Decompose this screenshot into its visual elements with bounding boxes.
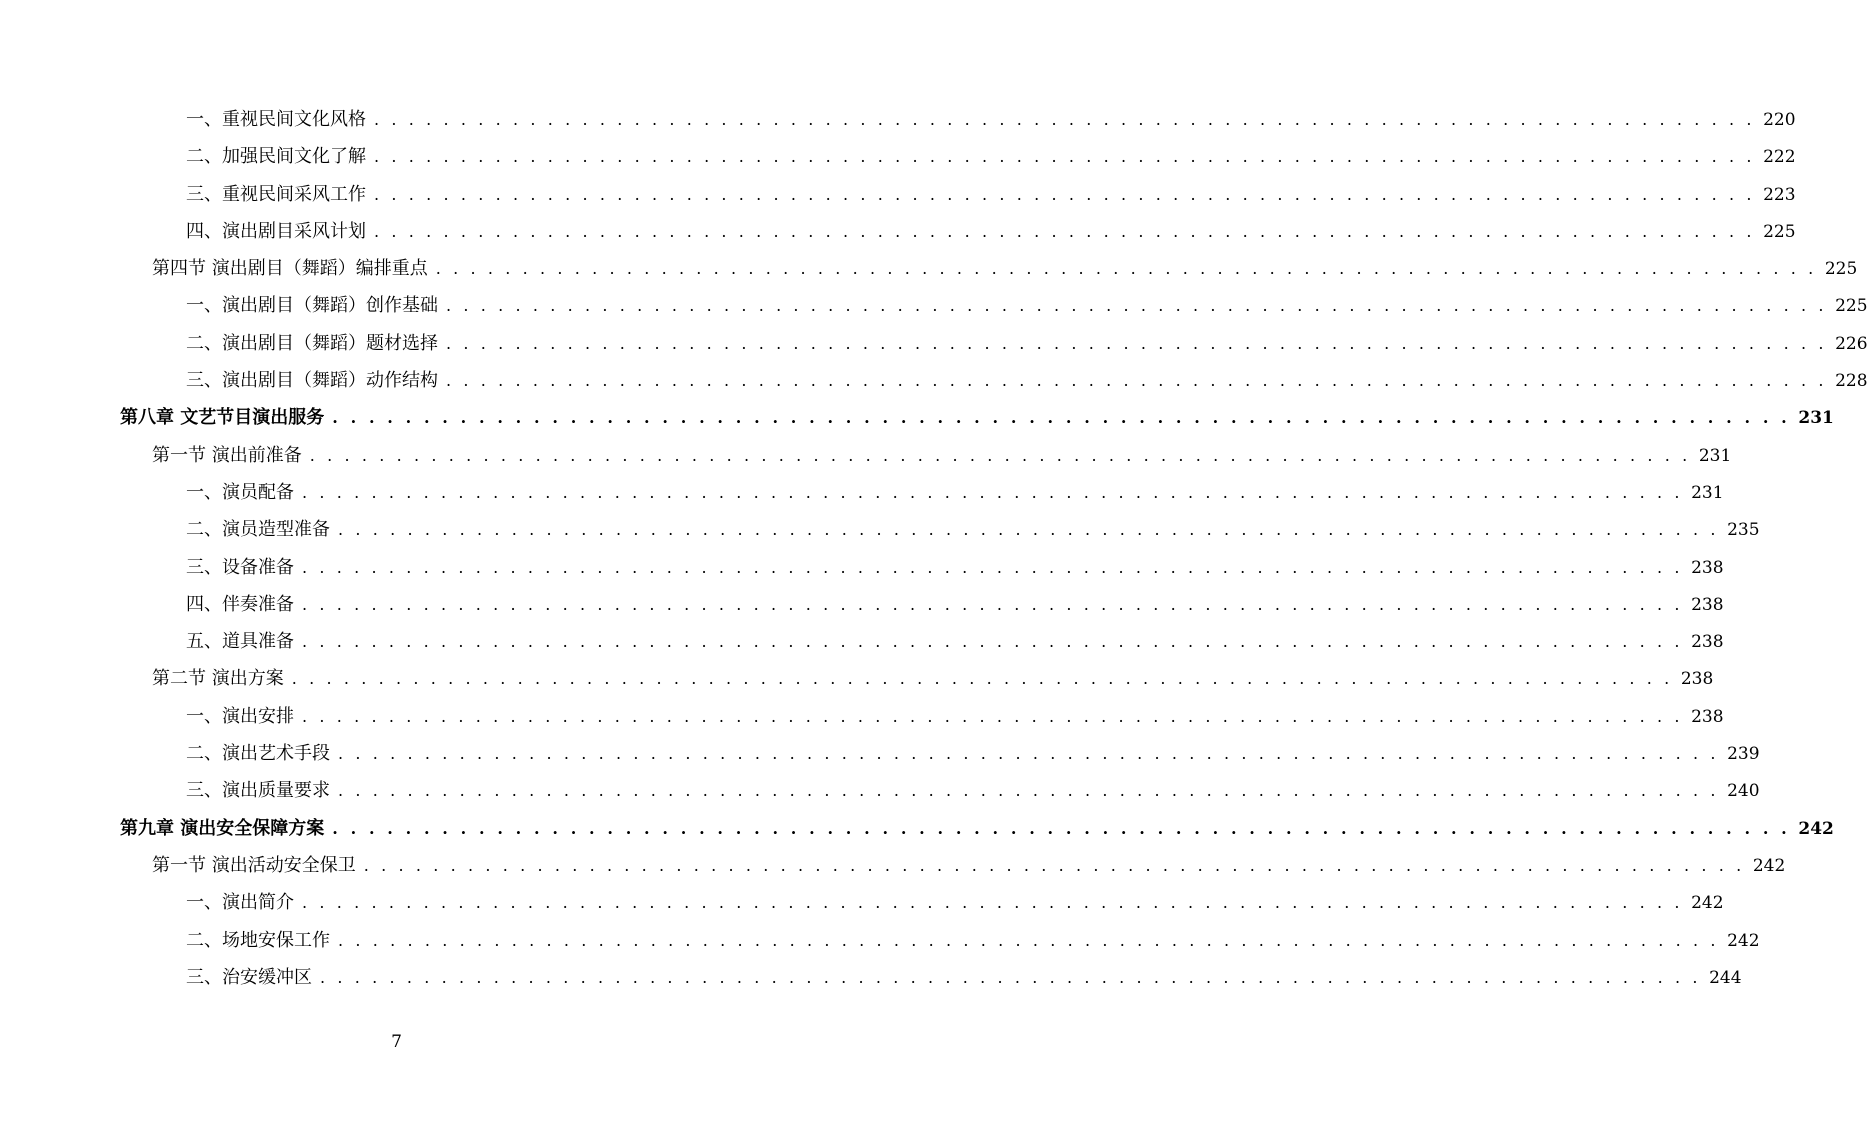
toc-section-entry [0,847,1786,884]
toc-subsection-entry [0,623,1724,660]
toc-entry-title: 一、重视民间文化风格 [186,109,366,130]
toc-entry-page: 225 [1763,221,1796,242]
toc-entry-title: 三、设备准备 [186,556,294,578]
toc-dot-leader: . . . . . . . . . . . . . . . . . . . . . . . . . . . . . . . . . . . . . . . . . . . . . . . . . . . . . . . . . . . . . . . . . . . . . . . . . . . . . . . . [332,408,1791,428]
toc-entry-page: 238 [1691,706,1724,727]
toc-section-entry [0,437,1732,474]
toc-dot-leader: . . . . . . . . . . . . . . . . . . . . . . . . . . . . . . . . . . . . . . . . . . . . . . . . . . . . . . . . . . . . . . . . . . . . . . . . . . . . . . . . [291,669,1673,689]
toc-entry-title: 第一节 演出活动安全保卫 [152,854,356,876]
toc-entry-page: 242 [1752,855,1786,876]
toc-entry-page: 225 [1835,296,1868,317]
toc-entry-page: 242 [1798,818,1834,839]
toc-entry-page: 231 [1698,445,1732,466]
toc-entry-title: 三、治安缓冲区 [186,966,312,988]
toc-section-entry [0,250,1858,287]
toc-entry-page: 228 [1835,371,1868,392]
toc-entry-title: 第八章 文艺节目演出服务 [120,407,325,429]
toc-dot-leader: . . . . . . . . . . . . . . . . . . . . . . . . . . . . . . . . . . . . . . . . . . . . . . . . . . . . . . . . . . . . . . . . . . . . . . . . . . . . . . . . [332,818,1791,838]
toc-entry-page: 242 [1691,893,1724,914]
toc-entry-page: 244 [1709,967,1742,988]
toc-entry-title: 二、加强民间文化了解 [186,146,366,168]
toc-dot-leader: . . . . . . . . . . . . . . . . . . . . . . . . . . . . . . . . . . . . . . . . . . . . . . . . . . . . . . . . . . . . . . . . . . . . . . . . . . . . . . . . [302,893,1684,913]
toc-entry-title: 五、道具准备 [186,631,294,653]
toc-dot-leader: . . . . . . . . . . . . . . . . . . . . . . . . . . . . . . . . . . . . . . . . . . . . . . . . . . . . . . . . . . . . . . . . . . . . . . . . . . . . . . . . [446,296,1828,316]
toc-entry-title: 一、演出安排 [186,705,294,727]
toc-subsection-entry [0,922,1760,959]
toc-subsection-entry [0,884,1724,921]
page-number: 7 [391,1032,402,1052]
toc-dot-leader: . . . . . . . . . . . . . . . . . . . . . . . . . . . . . . . . . . . . . . . . . . . . . . . . . . . . . . . . . . . . . . . . . . . . . . . . . . . . . . . . [302,594,1684,614]
toc-entry-page: 238 [1691,594,1724,615]
toc-subsection-entry [0,176,1796,213]
toc-entry-page: 222 [1763,147,1796,168]
toc-subsection-entry [0,586,1724,623]
toc-entry-page: 238 [1691,557,1724,578]
toc-dot-leader: . . . . . . . . . . . . . . . . . . . . . . . . . . . . . . . . . . . . . . . . . . . . . . . . . . . . . . . . . . . . . . . . . . . . . . . . . . . . . . . . [320,967,1702,987]
toc-dot-leader: . . . . . . . . . . . . . . . . . . . . . . . . . . . . . . . . . . . . . . . . . . . . . . . . . . . . . . . . . . . . . . . . . . . . . . . . . . . . . . . . [435,259,1817,279]
toc-dot-leader: . . . . . . . . . . . . . . . . . . . . . . . . . . . . . . . . . . . . . . . . . . . . . . . . . . . . . . . . . . . . . . . . . . . . . . . . . . . . . . . . [302,482,1684,502]
toc-subsection-entry [0,362,1868,399]
toc-dot-leader: . . . . . . . . . . . . . . . . . . . . . . . . . . . . . . . . . . . . . . . . . . . . . . . . . . . . . . . . . . . . . . . . . . . . . . . . . . . . . . . . [338,520,1720,540]
toc-subsection-entry [0,138,1796,175]
toc-dot-leader: . . . . . . . . . . . . . . . . . . . . . . . . . . . . . . . . . . . . . . . . . . . . . . . . . . . . . . . . . . . . . . . . . . . . . . . . . . . . . . . . [302,706,1684,726]
toc-dot-leader: . . . . . . . . . . . . . . . . . . . . . . . . . . . . . . . . . . . . . . . . . . . . . . . . . . . . . . . . . . . . . . . . . . . . . . . . . . . . . . . . [309,445,1691,465]
toc-subsection-entry [0,549,1724,586]
toc-dot-leader: . . . . . . . . . . . . . . . . . . . . . . . . . . . . . . . . . . . . . . . . . . . . . . . . . . . . . . . . . . . . . . . . . . . . . . . . . . . . . . . . [363,855,1745,875]
toc-entry-title: 二、场地安保工作 [186,929,330,951]
toc-subsection-entry [0,474,1724,511]
toc-entry-title: 第九章 演出安全保障方案 [120,817,325,839]
toc-subsection-entry [0,735,1760,772]
toc-entry-title: 二、演出艺术手段 [186,743,330,765]
toc-entry-page: 231 [1691,482,1724,503]
toc-dot-leader: . . . . . . . . . . . . . . . . . . . . . . . . . . . . . . . . . . . . . . . . . . . . . . . . . . . . . . . . . . . . . . . . . . . . . . . . . . . . . . . . [374,184,1756,204]
toc-dot-leader: . . . . . . . . . . . . . . . . . . . . . . . . . . . . . . . . . . . . . . . . . . . . . . . . . . . . . . . . . . . . . . . . . . . . . . . . . . . . . . . . [446,333,1828,353]
toc-entry-title: 一、演员配备 [186,481,294,503]
toc-dot-leader: . . . . . . . . . . . . . . . . . . . . . . . . . . . . . . . . . . . . . . . . . . . . . . . . . . . . . . . . . . . . . . . . . . . . . . . . . . . . . . . . [338,744,1720,764]
toc-entry-title: 二、演员造型准备 [186,519,330,541]
toc-dot-leader: . . . . . . . . . . . . . . . . . . . . . . . . . . . . . . . . . . . . . . . . . . . . . . . . . . . . . . . . . . . . . . . . . . . . . . . . . . . . . . . . [374,110,1756,129]
toc-entry-title: 一、演出简介 [186,892,294,914]
toc-entry-page: 239 [1727,744,1760,765]
toc-entry-title: 四、伴奏准备 [186,593,294,615]
toc-chapter-entry [0,810,1834,847]
toc-dot-leader: . . . . . . . . . . . . . . . . . . . . . . . . . . . . . . . . . . . . . . . . . . . . . . . . . . . . . . . . . . . . . . . . . . . . . . . . . . . . . . . . [302,557,1684,577]
toc-subsection-entry [0,772,1760,809]
toc-entry-title: 四、演出剧目采风计划 [186,220,366,242]
toc-dot-leader: . . . . . . . . . . . . . . . . . . . . . . . . . . . . . . . . . . . . . . . . . . . . . . . . . . . . . . . . . . . . . . . . . . . . . . . . . . . . . . . . [338,930,1720,950]
toc-dot-leader: . . . . . . . . . . . . . . . . . . . . . . . . . . . . . . . . . . . . . . . . . . . . . . . . . . . . . . . . . . . . . . . . . . . . . . . . . . . . . . . . [374,147,1756,167]
toc-entry-page: 231 [1798,408,1834,429]
toc-subsection-entry [0,959,1742,996]
table-of-contents [0,101,1868,996]
toc-entry-title: 第一节 演出前准备 [152,444,302,466]
toc-entry-title: 第四节 演出剧目（舞蹈）编排重点 [152,258,428,280]
toc-subsection-entry [0,213,1796,250]
toc-entry-page: 240 [1727,781,1760,802]
toc-entry-page: 242 [1727,930,1760,951]
toc-chapter-entry [0,399,1834,436]
toc-entry-title: 三、演出剧目（舞蹈）动作结构 [186,370,438,392]
toc-entry-title: 三、演出质量要求 [186,780,330,802]
toc-subsection-entry [0,511,1760,548]
toc-entry-title: 一、演出剧目（舞蹈）创作基础 [186,295,438,317]
toc-entry-title: 二、演出剧目（舞蹈）题材选择 [186,332,438,354]
toc-entry-title: 三、重视民间采风工作 [186,183,366,205]
toc-entry-page: 235 [1727,520,1760,541]
toc-entry-page: 238 [1680,669,1714,690]
toc-subsection-entry [0,101,1796,138]
toc-subsection-entry [0,325,1868,362]
toc-dot-leader: . . . . . . . . . . . . . . . . . . . . . . . . . . . . . . . . . . . . . . . . . . . . . . . . . . . . . . . . . . . . . . . . . . . . . . . . . . . . . . . . [338,781,1720,801]
toc-entry-page: 225 [1824,259,1858,280]
toc-entry-page: 238 [1691,632,1724,653]
toc-dot-leader: . . . . . . . . . . . . . . . . . . . . . . . . . . . . . . . . . . . . . . . . . . . . . . . . . . . . . . . . . . . . . . . . . . . . . . . . . . . . . . . . [446,371,1828,391]
toc-section-entry [0,660,1714,697]
toc-subsection-entry [0,698,1724,735]
toc-dot-leader: . . . . . . . . . . . . . . . . . . . . . . . . . . . . . . . . . . . . . . . . . . . . . . . . . . . . . . . . . . . . . . . . . . . . . . . . . . . . . . . . [302,632,1684,652]
toc-entry-page: 220 [1763,110,1796,130]
toc-entry-title: 第二节 演出方案 [152,668,284,690]
toc-entry-page: 223 [1763,184,1796,205]
toc-dot-leader: . . . . . . . . . . . . . . . . . . . . . . . . . . . . . . . . . . . . . . . . . . . . . . . . . . . . . . . . . . . . . . . . . . . . . . . . . . . . . . . . [374,221,1756,241]
toc-subsection-entry [0,287,1868,324]
toc-entry-page: 226 [1835,333,1868,354]
